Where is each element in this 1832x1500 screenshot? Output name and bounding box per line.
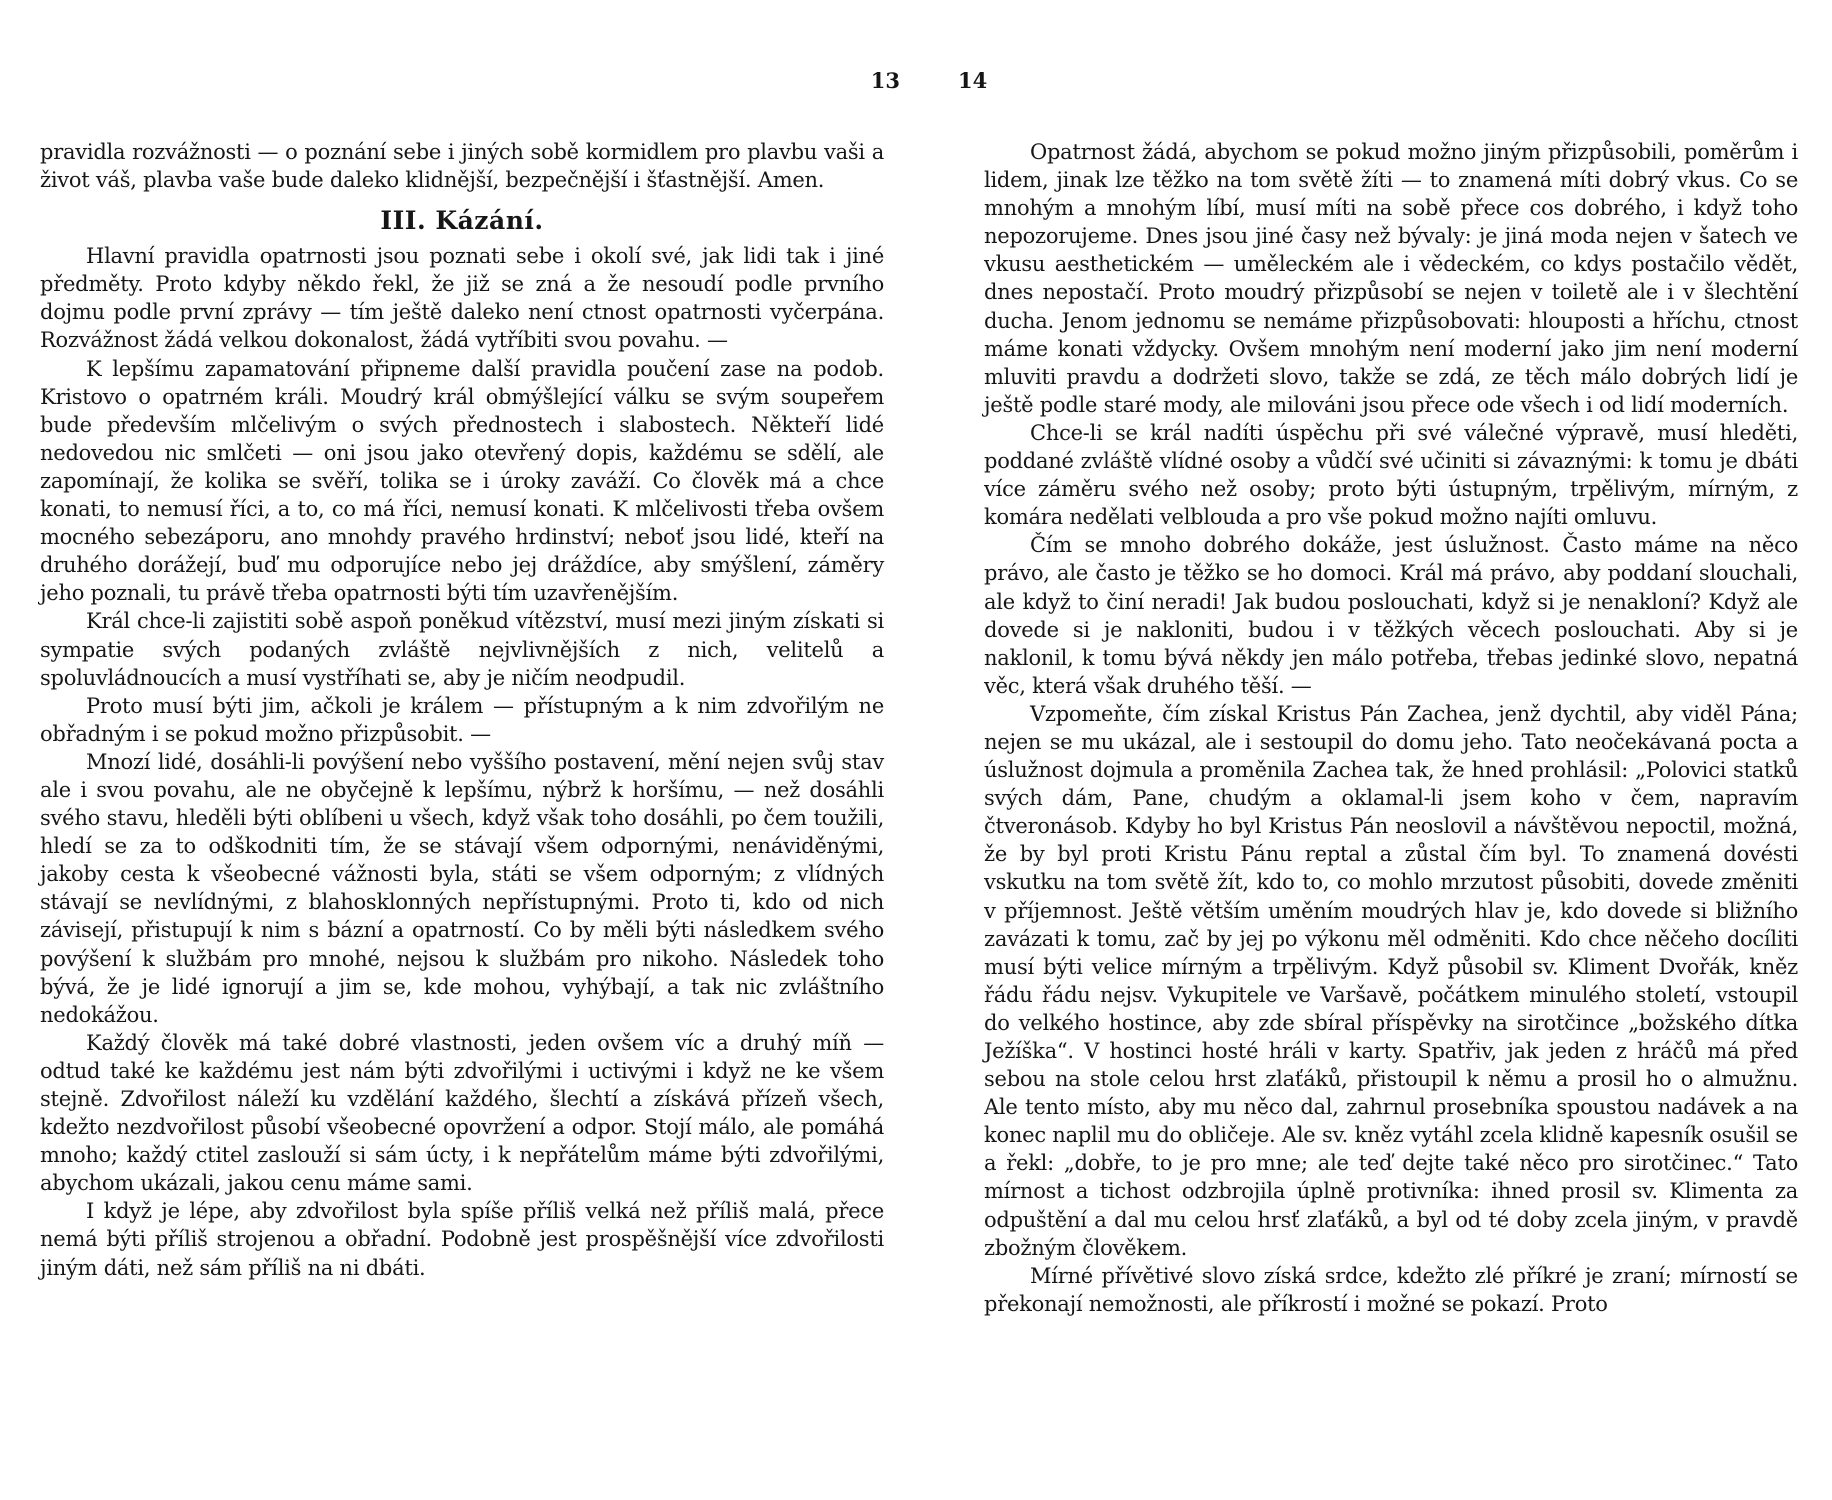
paragraph: Vzpomeňte, čím získal Kristus Pán Zachea, jenž dychtil, aby viděl Pána; nejen se mu ukázal, ale i sestoupil do domu jeho. Tato neočekávaná pocta a úslužnost dojmula a proměnila Zachea tak, že hned prohlásil: „Polovici statků svých dám, Pane, chudým a oklamal-li jsem koho v čem, napravím čtveronásob. Kdyby ho byl Kristus Pán neoslovil a návštěvou nepoctil, možná, že by byl proti Kristu Pánu reptal a zůstal čím byl. To znamená dovésti vskutku na tom světě žít, kdo to, co mohlo mrzutost působiti, dovede změniti v příjemnost. Ještě větším uměním moudrých hlav je, kdo dovede si bližního zavázati k tomu, zač by jej po výkonu měl odměniti. Kdo chce něčeho docíliti musí býti velice mírným a trpělivým. Když působil sv. Kliment Dvořák, kněz řádu řádu nejsv. Vykupitele ve Varšavě, počátkem minulého století, vstoupil do velkého hostince, aby zde sbíral příspěvky na sirotčince „božského dítka Ježíška“. V hostinci hosté hráli v karty. Spatřiv, jak jeden z hráčů má před sebou na stole celou hrst zlaťáků, přistoupil k němu a prosil ho o almužnu. Ale tento místo, aby mu něco dal, zahrnul prosebníka spoustou nadávek a na konec naplil mu do obličeje. Ale sv. kněz vytáhl zcela klidně kapesník osušil se a řekl: „dobře, to je pro mne; ale teď dejte také něco pro sirotčinec.“ Tato mírnost a tichost odzbrojila úplně protivníka: ihned prosil sv. Klimenta za odpuštění a dal mu celou hrsť zlaťáků, a byl od té doby zcela jiným, v pravdě zbožným člověkem. [984,701,1798,1260]
right-text-column [984,138,1798,1318]
paragraph: Hlavní pravidla opatrnosti jsou poznati sebe i okolí své, jak lidi tak i jiné předměty. Proto kdyby někdo řekl, že již se zná a že nesoudí podle prvního dojmu podle první zprávy — tím ještě daleko není ctnost opatrnosti vyčerpána. Rozvážnost žádá velkou dokonalost, žádá vytříbiti svou povahu. — [40,244,884,353]
paragraph: Mnozí lidé, dosáhli-li povýšení nebo vyššího postavení, mění nejen svůj stav ale i svou povahu, ale ne obyčejně k lepšímu, nýbrž k horšímu, — než dosáhli svého stavu, hleděli býti oblíbeni u všech, když však toho dosáhli, po čem toužili, hledí se za to odškodniti tím, že se stávají všem odpornými, nenáviděnými, jakoby cesta k všeobecné vážnosti byla, státi se všem odporným; z vlídných stávají se nevlídnými, z blahosklonných nepřístupnými. Proto ti, kdo od nich závisejí, přistupují k nim s bázní a opatrností. Co by měli býti následkem svého povýšení k službám pro mnohé, nejsou k službám pro nikoho. Následek toho bývá, že je lidé ignorují a jim se, kde mohou, vyhýbají, a tak nic zvláštního nedokážou. [40,749,884,1027]
paragraph: K lepšímu zapamatování připneme další pravidla poučení zase na podob. Kristovo o opatrném králi. Moudrý král obmýšlející válku se svým soupeřem bude především mlčelivým o svých přednostech i slabostech. Někteří lidé nedovedou nic smlčeti — oni jsou jako otevřený dopis, každému se sdělí, ale zapomínají, že kolika se svěří, tolika se i úroky zaváží. Co člověk má a chce konati, to nemusí říci, a to, co má říci, nemusí konati. K mlčelivosti třeba ovšem mocného sebezáporu, ano mnohdy pravého hrdinství; neboť jsou lidé, kteří na druhého dorážejí, buď mu odporujíce nebo jej dráždíce, aby smýšlení, záměry jeho poznali, tu právě třeba opatrnosti býti tím uzavřenějším. [40,356,884,606]
paragraph: Král chce-li zajistiti sobě aspoň poněkud vítězství, musí mezi jiným získati si sympatie svých podaných zvláště nejvlivnějších z nich, velitelů a spoluvládnoucích a musí vystříhati se, aby je ničím neodpudil. [40,609,884,690]
paragraph: Mírné přívětivé slovo získá srdce, kdežto zlé příkré je zraní; mírností se překonají nemožnosti, ale příkrostí i možné se pokazí. Proto [984,1263,1798,1316]
paragraph: pravidla rozvážnosti — o poznání sebe i jiných sobě kormidlem pro plavbu vaši a život váš, plavba vaše bude daleko klidnější, bezpečnější i šťastnější. Amen. [40,140,884,193]
paragraph: Čím se mnoho dobrého dokáže, jest úslužnost. Často máme na něco právo, ale často je těžko se ho domoci. Král má právo, aby poddaní slouchali, ale když to činí neradi! Jak budou poslouchati, když si je nenakloní? Když ale dovede si je nakloniti, budou i v těžkých věcech poslouchati. Aby si je naklonil, k tomu bývá někdy jen málo potřeba, třebas jedinké slovo, nepatná věc, která však druhého těší. — [984,533,1798,698]
page-number: 14 [958,68,988,93]
paragraph: I když je lépe, aby zdvořilost byla spíše příliš velká než příliš malá, přece nemá býti příliš strojenou a obřadní. Podobně jest prospěšnější více zdvořilosti jiným dáti, než sám příliš na ni dbáti. [40,1199,884,1280]
page-number: 13 [870,68,900,93]
right-page [916,0,1832,1500]
paragraph: Každý člověk má také dobré vlastnosti, jeden ovšem víc a druhý míň — odtud také ke každému jest nám býti zdvořilými i uctivými i když ne ke všem stejně. Zdvořilost náleží ku vzdělání každého, šlechtí a získává přízeň všech, kdežto nezdvořilost působí všeobecné opovržení a odpor. Stojí málo, ale pomáhá mnoho; každý ctitel zaslouží si sám úcty, i k nepřátelům máme býti zdvořilými, abychom ukázali, jakou cenu máme sami. [40,1030,884,1196]
section-heading: III. Kázání. [380,206,544,236]
paragraph: Chce-li se král nadíti úspěchu při své válečné výpravě, musí hleděti, poddané zvláště vlídné osoby a vůdčí své učiniti si závaznými: k tomu je dbáti více záměru svého než osoby; proto býti ústupným, trpělivým, mírným, z komára nedělati velblouda a pro vše pokud možno najíti omluvu. [984,420,1798,530]
left-text-column [40,138,884,1282]
paragraph: Opatrnost žádá, abychom se pokud možno jiným přizpůsobili, poměrům i lidem, jinak lze těžko na tom světě žíti — to znamená míti dobrý vkus. Co se mnohým a mnohým líbí, musí míti na sobě přece cos dobrého, i když toho nepozorujeme. Dnes jsou jiné časy než bývaly: je jiná moda nejen v šatech ve vkusu aesthetickém — uměleckém ale i vědeckém, co kdys postačilo vědět, dnes nepostačí. Proto moudrý přizpůsobí se nejen v toiletě ale i v šlechtění ducha. Jenom jednomu se nemáme přizpůsobovati: hlouposti a hříchu, ctnost máme konati vždycky. Ovšem mnohým není moderní jako jim není moderní mluviti pravdu a dodržeti slovo, takže se zdá, ze těch málo dobrých lidí je ještě podle staré mody, ale milováni jsou přece ode všech i od lidí moderních. [984,140,1798,417]
paragraph: Proto musí býti jim, ačkoli je králem — přístupným a k nim zdvořilým ne obřadným i se pokud možno přizpůsobit. — [40,693,884,746]
